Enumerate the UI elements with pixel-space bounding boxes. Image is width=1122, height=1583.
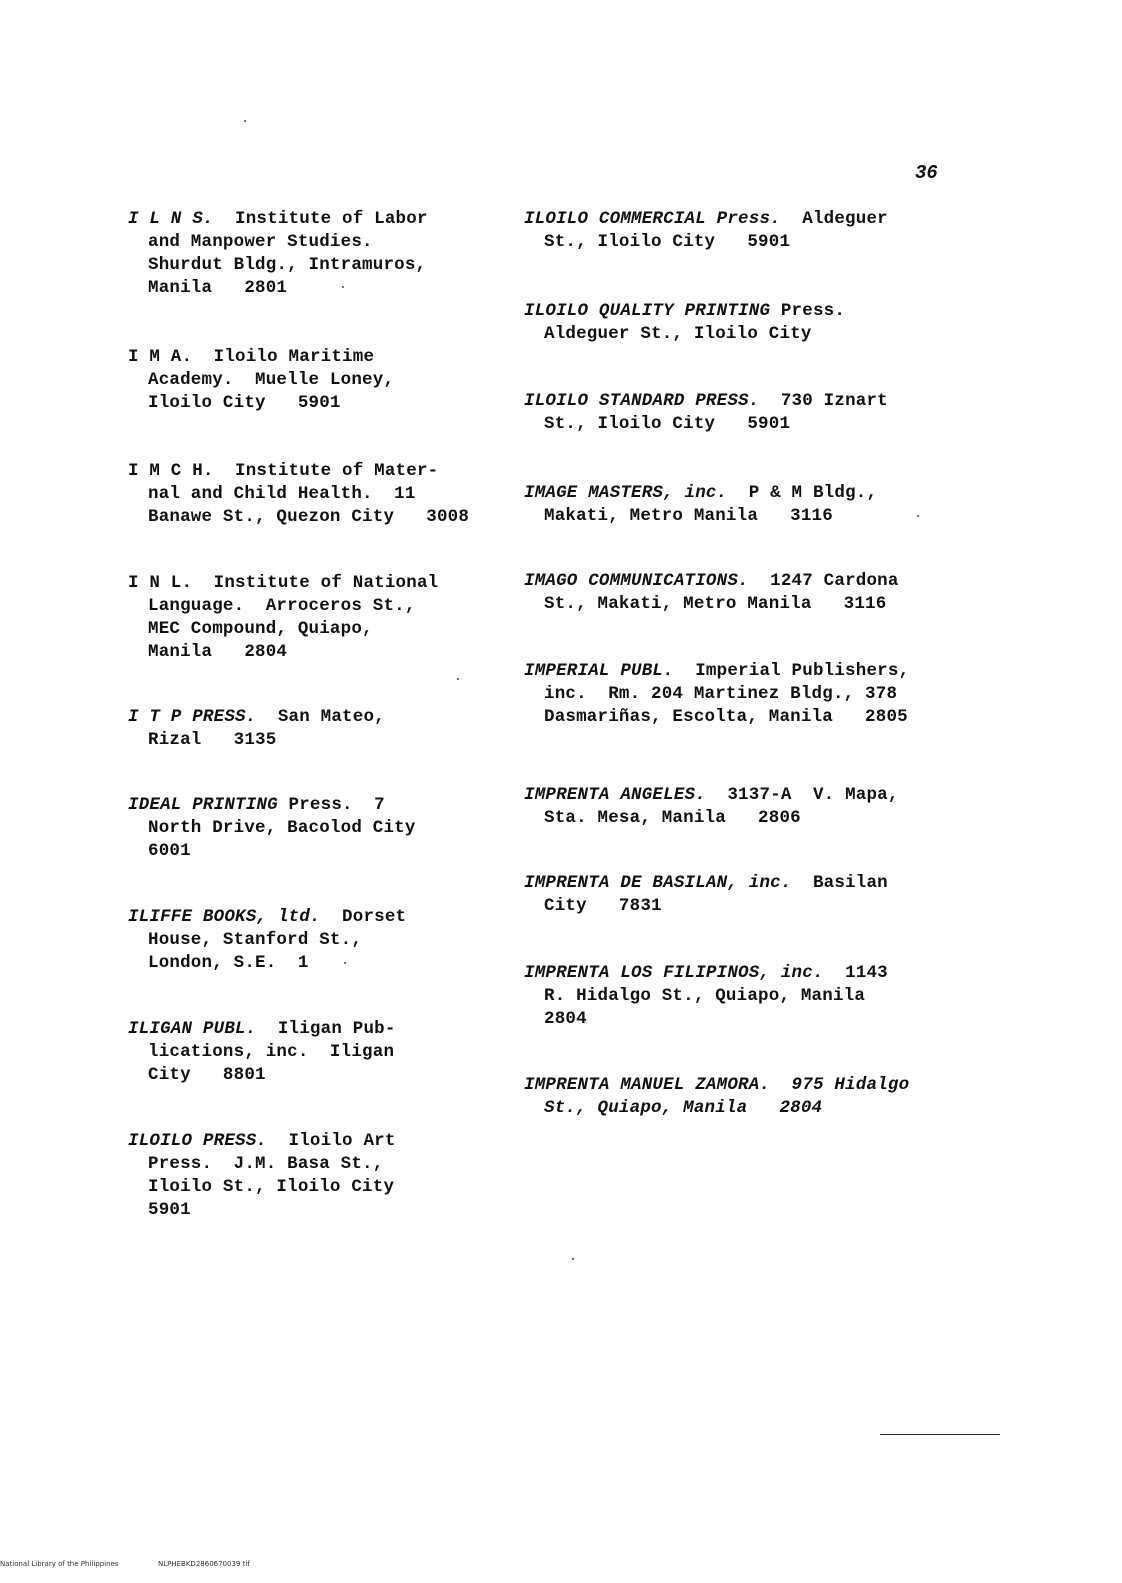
directory-entry — [128, 346, 518, 415]
entry-line: Makati, Metro Manila 3116 — [544, 506, 833, 526]
scan-speck — [344, 962, 346, 964]
entry-line: San Mateo, — [277, 707, 385, 727]
entry-line: Manila 2801 — [148, 278, 288, 298]
entry-heading: I L N S. — [128, 209, 214, 229]
entry-line: Imperial Publishers, — [695, 661, 910, 681]
scan-speck — [342, 286, 344, 288]
entry-line: 2804 — [544, 1009, 587, 1029]
scan-speck — [457, 678, 459, 680]
entry-heading: ILOILO COMMERCIAL Press. — [524, 209, 781, 229]
entry-line: City 8801 — [148, 1065, 266, 1085]
directory-entry — [524, 784, 944, 830]
entry-line: R. Hidalgo St., Quiapo, Manila — [544, 986, 866, 1006]
directory-entry — [524, 482, 944, 528]
entry-heading: IMPRENTA LOS FILIPINOS, inc. — [524, 963, 824, 983]
entry-line: nal and Child Health. 11 — [148, 484, 416, 504]
entry-line: lications, inc. Iligan — [148, 1042, 395, 1062]
directory-entry — [524, 1074, 944, 1120]
entry-heading: ILOILO QUALITY PRINTING — [524, 301, 771, 321]
entry-line: 1247 Cardona — [770, 571, 899, 591]
entry-line: 5901 — [148, 1200, 191, 1220]
directory-entry — [128, 706, 518, 752]
entry-line: 6001 — [148, 841, 191, 861]
entry-line: Press. 7 — [288, 795, 385, 815]
scan-speck — [917, 515, 919, 517]
entry-line: Banawe St., Quezon City 3008 — [148, 507, 470, 527]
page-number: 36 — [915, 162, 938, 184]
entry-line: House, Stanford St., — [148, 930, 363, 950]
entry-heading: IMPRENTA ANGELES. — [524, 785, 706, 805]
entry-line: MEC Compound, Quiapo, — [148, 619, 373, 639]
entry-line: and Manpower Studies. — [148, 232, 373, 252]
entry-line: Dorset — [342, 907, 407, 927]
directory-entry — [128, 460, 518, 529]
entry-line: Rizal 3135 — [148, 730, 277, 750]
entry-line: Institute of Mater- — [235, 461, 439, 481]
entry-heading: IDEAL PRINTING — [128, 795, 278, 815]
directory-entry — [128, 1018, 518, 1087]
directory-entry — [128, 572, 518, 664]
entry-heading: ILIGAN PUBL. — [128, 1019, 257, 1039]
entry-line: Iloilo City 5901 — [148, 393, 341, 413]
directory-entry — [524, 390, 944, 436]
entry-heading: IMAGE MASTERS, inc. — [524, 483, 728, 503]
entry-line: Language. Arroceros St., — [148, 596, 416, 616]
entry-heading: IMPRENTA DE BASILAN, inc. — [524, 873, 792, 893]
directory-entry — [524, 660, 944, 729]
entry-line: Manila 2804 — [148, 642, 288, 662]
entry-line: Press. J.M. Basa St., — [148, 1154, 384, 1174]
entry-line: St., Makati, Metro Manila 3116 — [544, 594, 887, 614]
entry-line: North Drive, Bacolod City — [148, 818, 416, 838]
entry-line: Shurdut Bldg., Intramuros, — [148, 255, 427, 275]
entry-line: St., Iloilo City 5901 — [544, 414, 791, 434]
entry-heading: ILOILO PRESS. — [128, 1131, 268, 1151]
entry-heading: IMPERIAL PUBL. — [524, 661, 674, 681]
directory-entry — [524, 300, 944, 346]
scan-speck — [572, 1258, 574, 1260]
entry-line: 1143 — [845, 963, 888, 983]
scan-speck — [244, 120, 246, 122]
entry-line: Academy. Muelle Loney, — [148, 370, 395, 390]
entry-heading: I M A. — [128, 347, 193, 367]
directory-entry — [128, 794, 518, 863]
entry-line: Iligan Pub- — [277, 1019, 396, 1039]
entry-line: Press. — [780, 301, 846, 321]
footer-file-id: NLPHEBKD2860670039 tif — [158, 1560, 250, 1568]
entry-heading: I M C H. — [128, 461, 214, 481]
directory-entry — [524, 962, 944, 1031]
entry-line: Aldeguer St., Iloilo City — [544, 324, 812, 344]
directory-entry — [524, 872, 944, 918]
directory-entry — [128, 208, 518, 300]
entry-line: St., Quiapo, Manila 2804 — [544, 1098, 823, 1118]
entry-line: Dasmariñas, Escolta, Manila 2805 — [544, 707, 908, 727]
entry-line: inc. Rm. 204 Martinez Bldg., 378 — [544, 684, 898, 704]
entry-heading: I T P PRESS. — [128, 707, 257, 727]
directory-entry — [128, 906, 518, 975]
directory-entry — [524, 570, 944, 616]
corner-rule — [880, 1434, 1000, 1435]
directory-entry — [128, 1130, 518, 1222]
footer-source: National Library of the Philippines — [0, 1560, 119, 1568]
entry-heading: IMAGO COMMUNICATIONS. — [524, 571, 749, 591]
entry-line: Sta. Mesa, Manila 2806 — [544, 808, 801, 828]
entry-line: 3137-A V. Mapa, — [727, 785, 899, 805]
entry-line: 975 Hidalgo — [791, 1075, 910, 1095]
entry-line: Institute of National — [213, 573, 439, 593]
entry-line: Iloilo Maritime — [213, 347, 375, 367]
entry-line: 730 Iznart — [780, 391, 888, 411]
entry-line: Iloilo St., Iloilo City — [148, 1177, 395, 1197]
entry-line: Institute of Labor — [235, 209, 428, 229]
entry-line: Basilan — [812, 873, 888, 893]
entry-line: Iloilo Art — [288, 1131, 396, 1151]
entry-line: P & M Bldg., — [748, 483, 878, 503]
entry-heading: IMPRENTA MANUEL ZAMORA. — [524, 1075, 771, 1095]
entry-heading: I N L. — [128, 573, 193, 593]
entry-line: London, S.E. 1 — [148, 953, 309, 973]
entry-line: St., Iloilo City 5901 — [544, 232, 791, 252]
entry-line: Aldeguer — [802, 209, 888, 229]
entry-line: City 7831 — [544, 896, 662, 916]
entry-heading: ILIFFE BOOKS, ltd. — [128, 907, 321, 927]
directory-entry — [524, 208, 944, 254]
entry-heading: ILOILO STANDARD PRESS. — [524, 391, 760, 411]
